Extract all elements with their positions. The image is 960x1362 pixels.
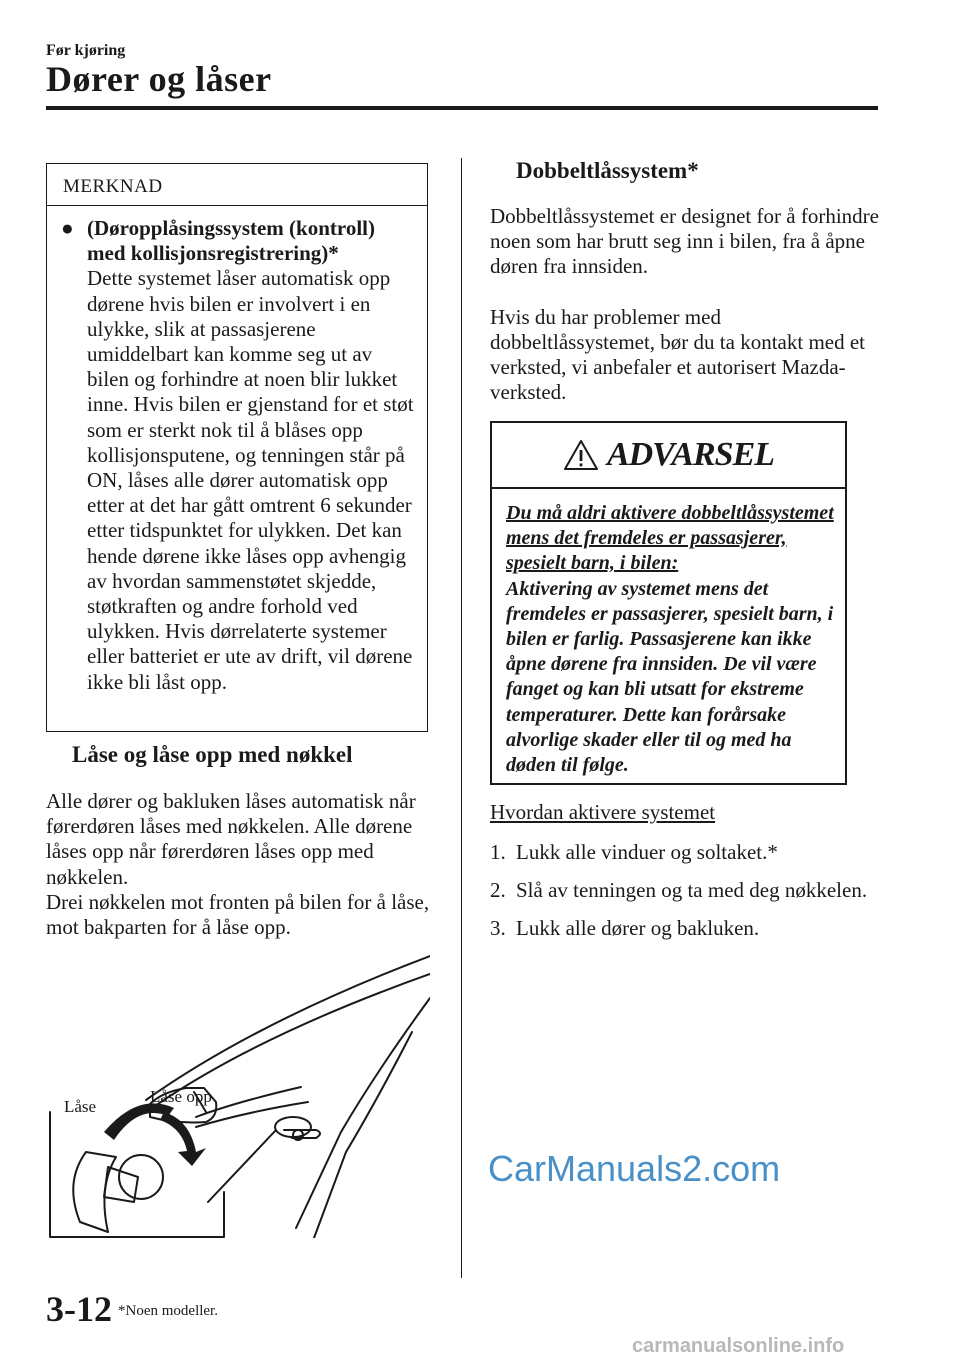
lock-label: Låse <box>64 1097 97 1116</box>
step-text: Lukk alle dører og bakluken. <box>516 916 760 941</box>
key-lock-paragraph-1: Alle dører og bakluken låses automatisk når førerdøren låses med nøkkelen. Alle dørene låses opp når førerdøren låses opp med nøkkelen. <box>46 789 416 889</box>
door-edge-line <box>296 998 430 1228</box>
double-lock-heading: Dobbeltlåssystem* <box>516 158 699 183</box>
warning-text: Aktivering av systemet mens det fremdeles er passasjerer, spesielt barn, i bilen er farlig. Passasjerene kan ikke åpne dørene fra innsiden. De vil være fanget og kan bli utsatt for ekstreme temperaturer. Dette kan forårsake alvorlige skader eller til og med ha døden til følge. <box>506 577 834 777</box>
cylinder-closeup-outline <box>119 1155 163 1199</box>
note-box <box>46 163 428 732</box>
activation-steps <box>490 840 890 955</box>
warning-body <box>492 489 845 778</box>
warning-box <box>490 421 847 785</box>
section-label: Før kjøring <box>46 42 126 59</box>
door-gap-line <box>314 1032 412 1238</box>
header-rule <box>46 106 878 110</box>
footnote: *Noen modeller. <box>118 1303 218 1319</box>
key-lock-paragraph-2: Drei nøkkelen mot fronten på bilen for å låse, mot bakparten for å låse opp. <box>46 889 430 940</box>
unlock-arrow-icon <box>160 1112 206 1166</box>
note-item-text: Dette systemet låser automatisk opp dørene hvis bilen er involvert i en ulykke, slik at passasjerene umiddelbart kan komme seg ut av bilen og forhindre at noen blir lukket inne. Hvis bilen er gjenstand for et støt som er sterkt nok til å blåses opp kollisjonsputene, og tenningen står på ON, låses alle dører automatisk opp etter at det har gått omtrent 6 sekunder etter tidspunktet for ulykken. Det kan hende dørene ikke låses opp avhengig av hvordan sammenstøtet skjedde, støtkraften og andre forhold ved ulykken. Hvis dørrelaterte systemer eller batteriet er ute av drift, vil dørene ikke bli låst opp. <box>87 266 414 694</box>
warning-header <box>492 423 845 489</box>
note-heading: MERKNAD <box>47 164 427 206</box>
double-lock-paragraph-1: Dobbeltlåssystemet er designet for å forhindre noen som har brutt seg inn i bilen, fra å åpne døren fra innsiden. <box>490 204 879 279</box>
activation-heading: Hvordan aktivere systemet <box>490 800 716 824</box>
chapter-title: Dører og låser <box>46 59 272 99</box>
key-lock-heading: Låse og låse opp med nøkkel <box>72 742 353 767</box>
column-divider <box>461 158 462 1278</box>
step-text: Slå av tenningen og ta med deg nøkkelen. <box>516 878 868 903</box>
unlock-label: Låse opp <box>150 1087 212 1106</box>
footer-source-link[interactable]: carmanualsonline.info <box>632 1335 845 1357</box>
step-number: 1. <box>490 840 506 864</box>
step-item <box>490 916 890 941</box>
note-body <box>47 206 427 695</box>
step-number: 2. <box>490 878 506 903</box>
watermark-logo: CarManuals2.com <box>488 1148 781 1189</box>
step-number: 3. <box>490 916 506 941</box>
step-text: Lukk alle vinduer og soltaket.* <box>516 840 778 864</box>
double-lock-paragraph-2: Hvis du har problemer med dobbeltlåssystemet, bør du ta kontakt med et verksted, vi anbefaler et autorisert Mazda-verksted. <box>490 304 866 405</box>
note-item-title: (Døropplåsingssystem (kontroll) med kollisjonsregistrering)* <box>87 216 376 266</box>
key-lock-text <box>46 789 436 940</box>
warning-title: ADVARSEL <box>606 436 775 473</box>
callout-line <box>208 1130 276 1202</box>
bullet-icon: ● <box>61 216 74 240</box>
step-item <box>490 878 881 903</box>
door-key-illustration <box>46 952 430 1238</box>
key-head <box>73 1152 116 1232</box>
note-item <box>61 216 415 695</box>
step-item <box>490 840 890 865</box>
double-lock-text <box>490 204 880 405</box>
page-number: 3-12 <box>46 1289 112 1329</box>
warning-triangle-icon <box>563 439 599 471</box>
warning-lead: Du må aldri aktivere dobbeltlåssystemet mens det fremdeles er passasjerer, spesielt barn, i bilen: <box>506 502 834 575</box>
beltline-lower <box>196 1102 308 1127</box>
